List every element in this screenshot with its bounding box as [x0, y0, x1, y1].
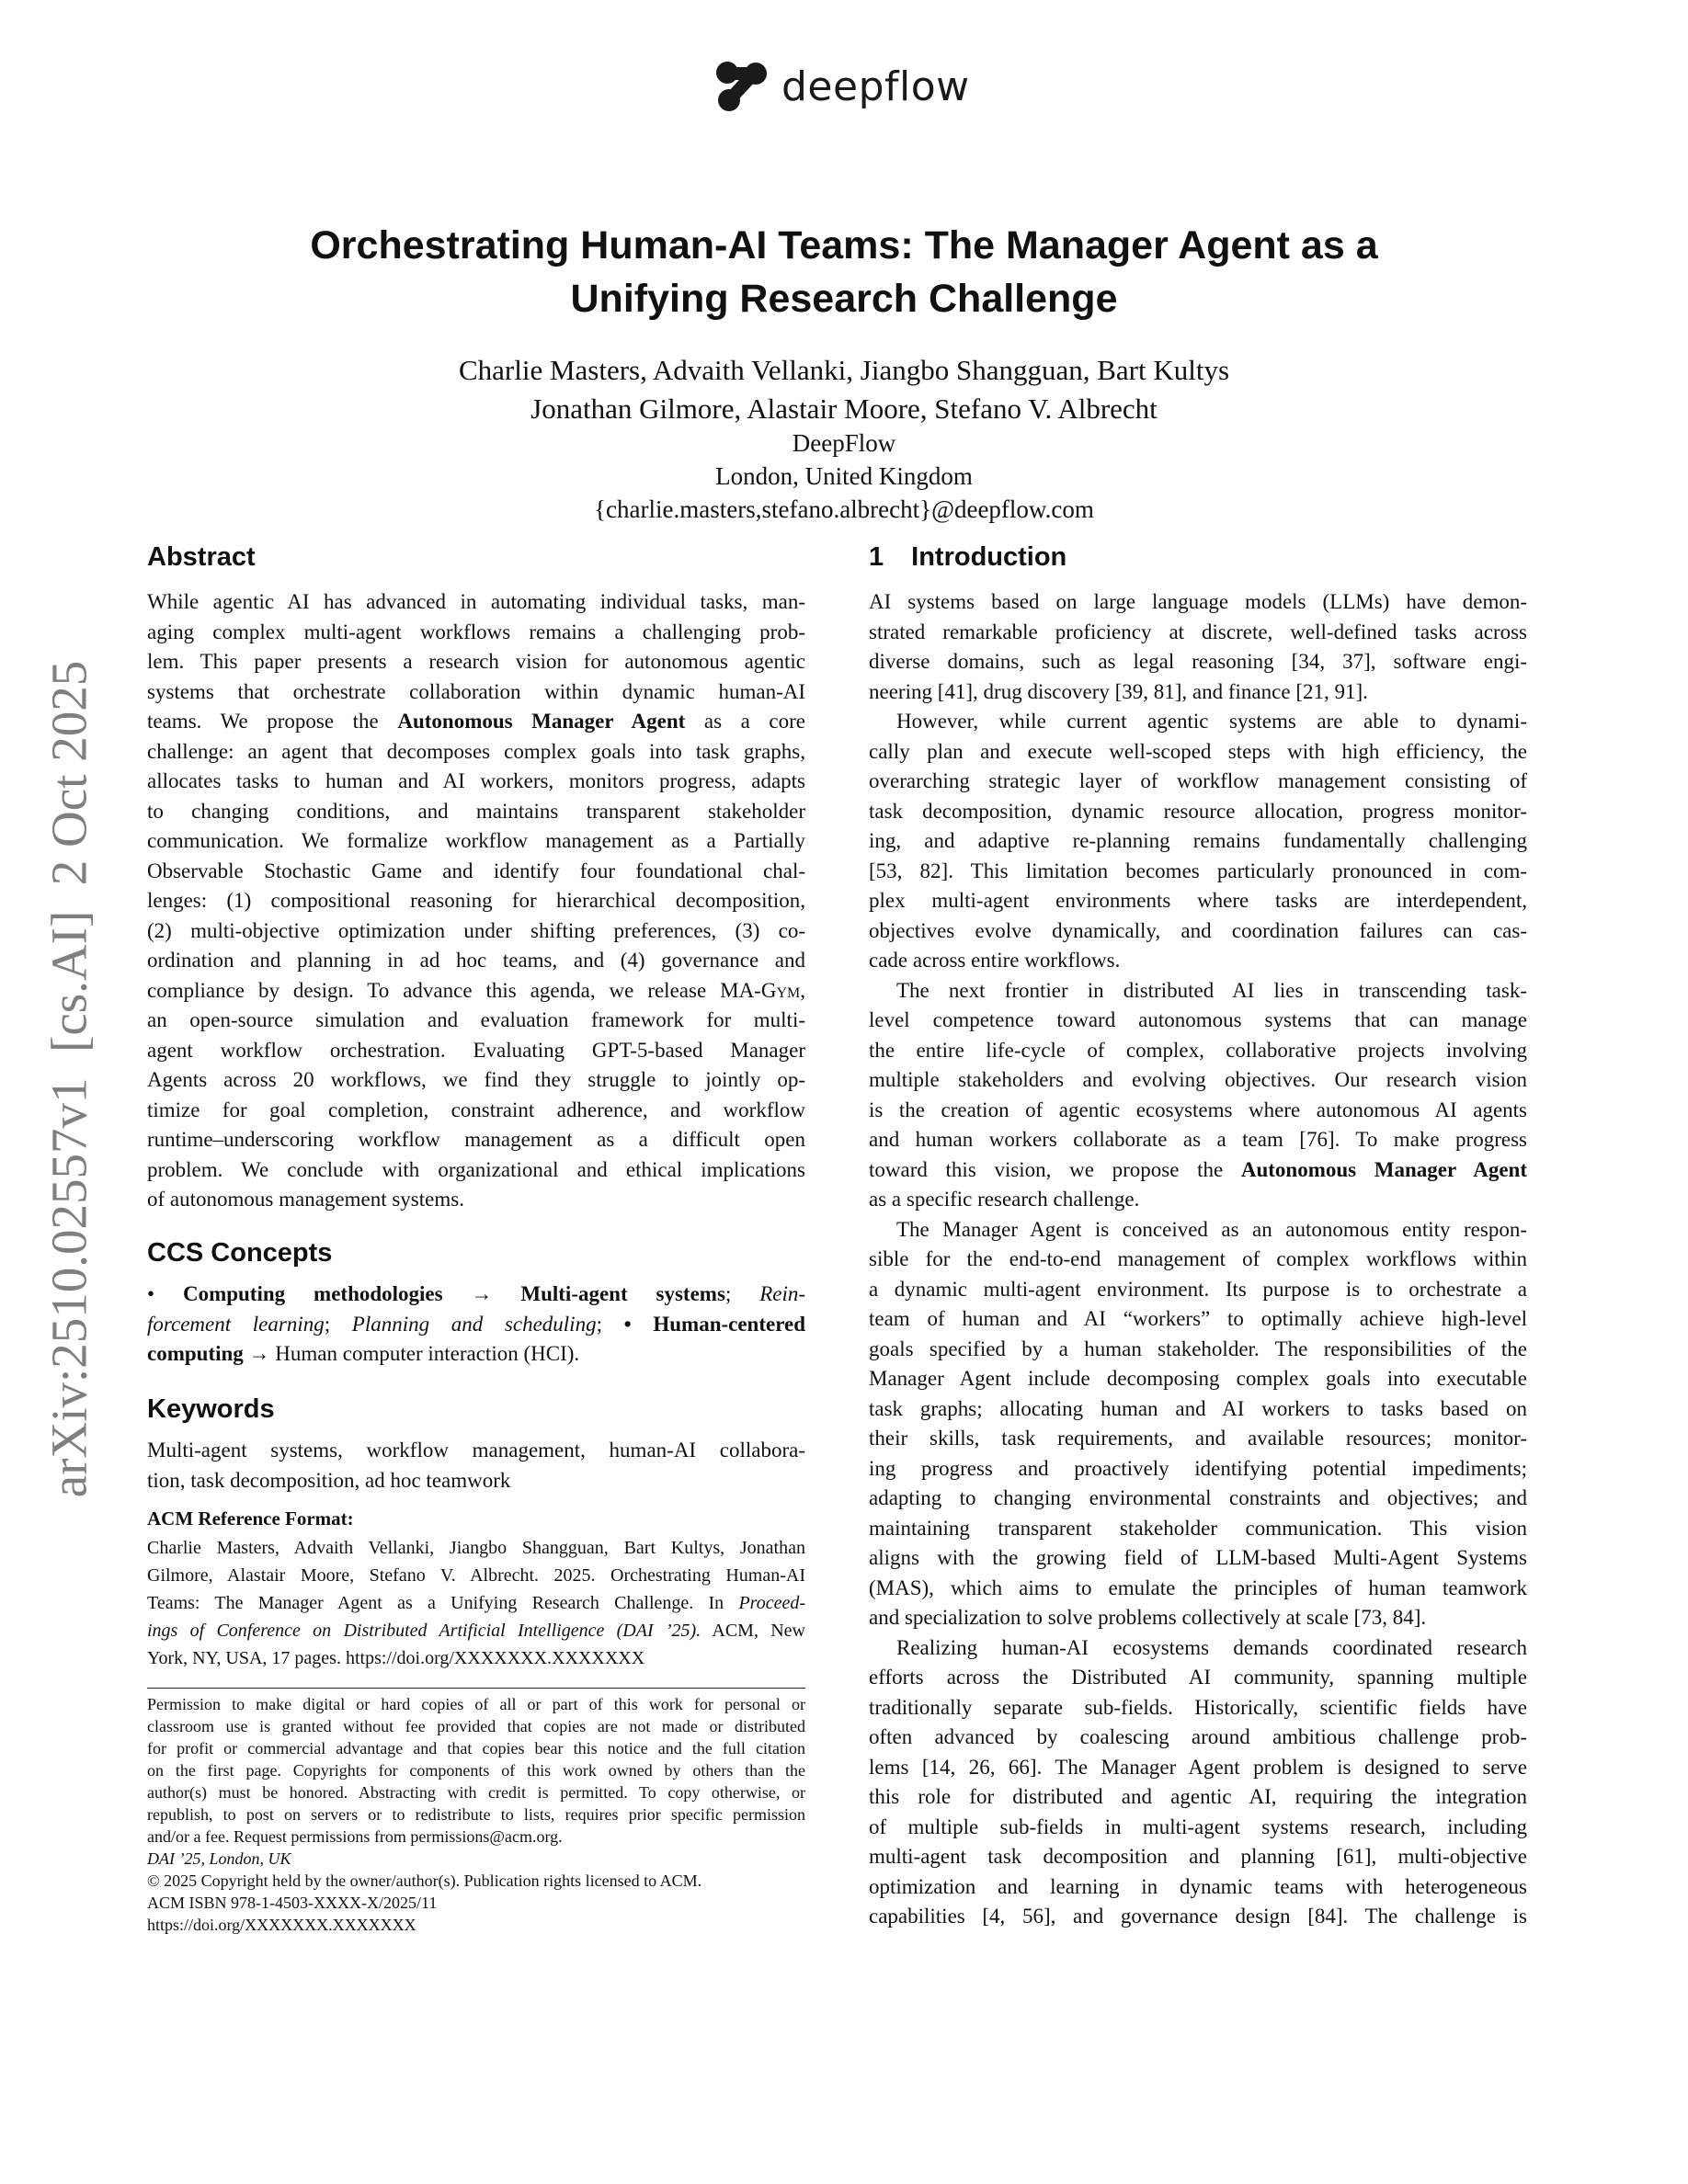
bold-text: computing [147, 1342, 244, 1365]
text-line: team of human and AI “workers” to optimally achieve high-level [869, 1307, 1527, 1330]
text-line: and human workers collaborate as a team [76]. To make progress [869, 1128, 1527, 1151]
text-line [147, 1589, 805, 1617]
text-line: their skills, task requirements, and available resources; monitor- [869, 1427, 1527, 1450]
text-segment: → Human computer interaction (HCI). [243, 1342, 580, 1365]
text-line: to changing conditions, and maintains transparent stakeholder [147, 799, 805, 823]
text-line: and/or a fee. Request permissions from permissions@acm.org. [147, 1827, 563, 1846]
acm-reference-heading: ACM Reference Format: [147, 1507, 354, 1530]
affiliation [138, 427, 1550, 526]
text-line: (MAS), which aims to emulate the principles of human teamwork [869, 1575, 1527, 1599]
affiliation-location: London, United Kingdom [715, 462, 973, 490]
text-line: Permission to make digital or hard copies of all or part of this work for personal or [147, 1695, 805, 1713]
text-line: adapting to changing environmental constraints and objectives; and [869, 1486, 1527, 1509]
copyright-footnote [147, 1693, 805, 1936]
text-line: often advanced by coalescing around ambitious challenge prob- [869, 1725, 1527, 1748]
text-line: and specialization to solve problems collectively at scale [73, 84]. [869, 1606, 1427, 1629]
text-line: problem. We conclude with organizational and ethical implications [147, 1157, 805, 1181]
text-line: neering [41], drug discovery [39, 81], and finance [21, 91]. [869, 679, 1368, 703]
text-line: https://doi.org/XXXXXXX.XXXXXXX [147, 1916, 416, 1934]
text-line: lenges: (1) compositional reasoning for hierarchical decomposition, [147, 889, 805, 912]
text-line: lems [14, 26, 66]. The Manager Agent problem is designed to serve [869, 1755, 1527, 1779]
text-line: tion, task decomposition, ad hoc teamwork [147, 1468, 511, 1492]
text-line: of multiple sub-fields in multi-agent systems research, including [869, 1814, 1527, 1838]
text-line: efforts across the Distributed AI community, spanning multiple [869, 1666, 1527, 1689]
text-segment: as a core [685, 710, 805, 733]
text-line: goals specified by a human stakeholder. The responsibilities of the [869, 1337, 1527, 1360]
text-line: York, NY, USA, 17 pages. https://doi.org/XXXXXXX.XXXXXXX [147, 1648, 645, 1668]
text-line: a dynamic multi-agent environment. Its purpose is to orchestrate a [869, 1277, 1527, 1301]
text-line: task graphs; allocating human and AI workers to tasks based on [869, 1396, 1527, 1420]
introduction-body [869, 587, 1527, 1962]
text-line [147, 1310, 805, 1340]
text-segment: ; [596, 1312, 624, 1336]
text-line [147, 707, 805, 737]
text-segment: • [147, 1282, 183, 1305]
text-line: timize for goal completion, constraint adherence, and workflow [147, 1098, 805, 1121]
text-line: ing progress and proactively identifying potential impediments; [869, 1456, 1527, 1480]
bold-text: Computing methodologies [182, 1282, 443, 1305]
text-line: While agentic AI has advanced in automating individual tasks, man- [147, 590, 805, 613]
text-line: overarching strategic layer of workflow management consisting of [869, 769, 1527, 792]
text-segment: , [800, 978, 805, 1002]
italic-text: ings of Conference on Distributed Artificial Intelligence (DAI ’25). [147, 1621, 701, 1641]
text-line: republish, to post on servers or to redistribute to lists, requires prior specific permission [147, 1805, 805, 1824]
text-line: ACM ISBN 978-1-4503-XXXX-X/2025/11 [147, 1894, 438, 1912]
text-segment: ACM, New [701, 1621, 805, 1641]
text-line: traditionally separate sub-fields. Historically, scientific fields have [869, 1695, 1527, 1719]
bold-text: Autonomous Manager Agent [397, 710, 686, 733]
authors-line: Charlie Masters, Advaith Vellanki, Jiangbo Shangguan, Bart Kultys [458, 354, 1230, 386]
text-line: multi-agent task decomposition and planning [61], multi-objective [869, 1845, 1527, 1868]
text-line: classroom use is granted without fee provided that copies are not made or distributed [147, 1717, 805, 1735]
affiliation-email: {charlie.masters,stefano.albrecht}@deepflow.com [594, 495, 1094, 523]
italic-text: Rein- [759, 1282, 805, 1305]
text-line [147, 1848, 805, 1870]
text-line [147, 1280, 805, 1310]
text-line: the entire life-cycle of complex, collaborative projects involving [869, 1038, 1527, 1062]
text-line: for profit or commercial advantage and that copies bear this notice and the full citation [147, 1739, 805, 1757]
section-number: 1 [869, 542, 884, 572]
text-line: AI systems based on large language models (LLMs) have demon- [869, 590, 1527, 613]
text-line: [53, 82]. This limitation becomes particularly pronounced in com- [869, 859, 1527, 882]
text-line: ordination and planning in ad hoc teams, and (4) governance and [147, 949, 805, 972]
text-line: optimization and learning in dynamic teams with heterogeneous [869, 1874, 1527, 1898]
text-line: plex multi-agent environments where tasks are interdependent, [869, 889, 1527, 912]
abstract-body [147, 587, 805, 1215]
title-line: Orchestrating Human-AI Teams: The Manager Agent as a [310, 223, 1378, 267]
text-line: Gilmore, Alastair Moore, Stefano V. Albrecht. 2025. Orchestrating Human-AI [147, 1565, 805, 1586]
text-line [147, 1617, 805, 1644]
text-line [869, 1155, 1527, 1186]
text-line: Agents across 20 workflows, we find they struggle to jointly op- [147, 1068, 805, 1091]
text-line: objectives evolve dynamically, and coordination failures can cas- [869, 918, 1527, 942]
deepflow-logo-icon [715, 61, 769, 112]
authors-line: Jonathan Gilmore, Alastair Moore, Stefano V. Albrecht [530, 392, 1158, 425]
text-line: cade across entire workflows. [869, 949, 1121, 972]
text-line: Realizing human-AI ecosystems demands coordinated research [896, 1635, 1527, 1659]
author-list [138, 351, 1550, 428]
text-line: task decomposition, dynamic resource allocation, progress monitor- [869, 799, 1527, 823]
text-line: aligns with the growing field of LLM-based Multi-Agent Systems [869, 1546, 1527, 1569]
text-line: this role for distributed and agentic AI, requiring the integration [869, 1785, 1527, 1808]
text-line: lem. This paper presents a research vision for autonomous agentic [147, 650, 805, 673]
text-line: maintaining transparent stakeholder communication. This vision [869, 1516, 1527, 1540]
ccs-concepts-body [147, 1280, 805, 1370]
italic-text: Proceed- [738, 1593, 805, 1613]
text-line: is the creation of agentic ecosystems where autonomous AI agents [869, 1098, 1527, 1121]
keywords-heading: Keywords [147, 1394, 275, 1424]
text-segment: ; [724, 1282, 760, 1305]
text-line: Observable Stochastic Game and identify four foundational chal- [147, 859, 805, 882]
text-segment: ; [324, 1312, 352, 1336]
text-line: cally plan and execute well-scoped steps with high efficiency, the [869, 739, 1527, 763]
text-line: an open-source simulation and evaluation framework for multi- [147, 1008, 805, 1031]
acm-reference-body [147, 1534, 805, 1672]
text-line: diverse domains, such as legal reasoning [34, 37], software engi- [869, 650, 1527, 673]
deepflow-logo-text: deepflow [781, 63, 970, 110]
text-segment: Teams: The Manager Agent as a Unifying Research Challenge. In [147, 1593, 739, 1613]
affiliation-org: DeepFlow [792, 429, 896, 457]
text-line: © 2025 Copyright held by the owner/author(s). Publication rights licensed to ACM. [147, 1871, 702, 1890]
text-line: runtime–underscoring workflow management as a difficult open [147, 1128, 805, 1151]
italic-text: Planning and scheduling [351, 1312, 597, 1336]
arxiv-identifier: arXiv:2510.02557v1 [cs.AI] 2 Oct 2025 [40, 660, 97, 1498]
deepflow-logo [715, 61, 970, 112]
text-line: communication. We formalize workflow management as a Partially [147, 829, 805, 852]
paper-title [138, 219, 1550, 325]
text-line: allocates tasks to human and AI workers, monitors progress, adapts [147, 769, 805, 792]
italic-text: forcement learning [147, 1312, 325, 1336]
small-caps-text: MA-Gym [720, 978, 801, 1002]
text-line: Manager Agent include decomposing complex goals into executable [869, 1367, 1527, 1390]
text-segment: → [442, 1282, 521, 1305]
text-segment: compliance by design. To advance this agenda, we release [147, 978, 721, 1002]
text-line: challenge: an agent that decomposes complex goals into task graphs, [147, 739, 805, 763]
text-line [147, 1339, 805, 1370]
italic-text: DAI ’25, London, UK [147, 1849, 291, 1868]
abstract-heading: Abstract [147, 542, 256, 572]
text-line: level competence toward autonomous systems that can manage [869, 1008, 1527, 1031]
text-line: ing, and adaptive re-planning remains fundamentally challenging [869, 829, 1527, 852]
bold-text: Autonomous Manager Agent [1240, 1157, 1527, 1181]
text-line: strated remarkable proficiency at discrete, well-defined tasks across [869, 620, 1527, 643]
text-line: on the first page. Copyrights for components of this work owned by others than the [147, 1761, 805, 1780]
text-line: of autonomous management systems. [147, 1188, 464, 1211]
text-line: However, while current agentic systems are able to dynami- [896, 710, 1527, 733]
text-segment: toward this vision, we propose the [869, 1157, 1241, 1181]
ccs-concepts-heading: CCS Concepts [147, 1238, 333, 1268]
text-line: capabilities [4, 56], and governance design [84]. The challenge is [869, 1905, 1527, 1928]
text-line: as a specific research challenge. [869, 1188, 1140, 1211]
text-line: author(s) must be honored. Abstracting with credit is permitted. To copy otherwise, or [147, 1783, 805, 1802]
text-line [147, 976, 805, 1007]
section-title: Introduction [911, 542, 1067, 572]
text-line: Charlie Masters, Advaith Vellanki, Jiangbo Shangguan, Bart Kultys, Jonathan [147, 1538, 805, 1558]
text-segment: teams. We propose the [147, 710, 398, 733]
text-line: The next frontier in distributed AI lies in transcending task- [896, 978, 1527, 1002]
text-line: (2) multi-objective optimization under shifting preferences, (3) co- [147, 918, 805, 942]
text-line: sible for the end-to-end management of complex workflows within [869, 1247, 1527, 1270]
text-line: aging complex multi-agent workflows remains a challenging prob- [147, 620, 805, 643]
bold-text: Multi-agent systems [520, 1282, 725, 1305]
text-line: The Manager Agent is conceived as an autonomous entity respon- [896, 1217, 1527, 1241]
bold-text: • Human-centered [623, 1312, 806, 1336]
text-line: agent workflow orchestration. Evaluating GPT-5-based Manager [147, 1038, 805, 1062]
text-line [869, 1932, 1527, 1962]
footnote-divider [147, 1688, 805, 1689]
text-line: systems that orchestrate collaboration within dynamic human-AI [147, 679, 805, 703]
text-line: multiple stakeholders and evolving objectives. Our research vision [869, 1068, 1527, 1091]
keywords-body [147, 1436, 805, 1496]
text-line: Multi-agent systems, workflow management, human-AI collabora- [147, 1439, 805, 1462]
introduction-heading [869, 542, 1066, 573]
title-line: Unifying Research Challenge [570, 277, 1118, 321]
